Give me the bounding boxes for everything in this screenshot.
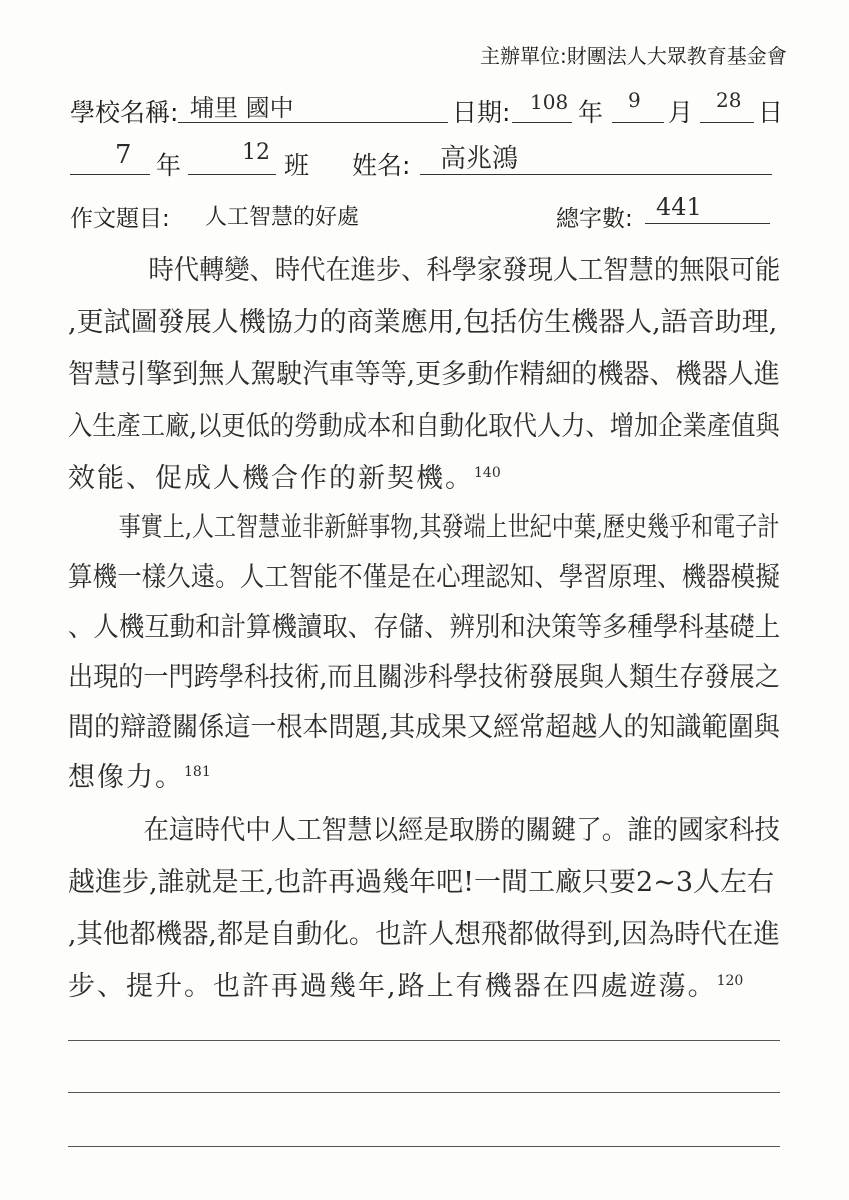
essay-line: ,更試圖發展人機協力的商業應用,包括仿生機器人,語音助理, bbox=[68, 307, 778, 338]
name-underline bbox=[420, 174, 772, 175]
topic-value: 人工智慧的好處 bbox=[205, 205, 360, 230]
essay-line-text: 想像力。 bbox=[68, 762, 184, 793]
essay-line: 入生產工廠,以更低的勞動成本和自動化取代人力、增加企業產值與 bbox=[68, 411, 780, 442]
essay-line: 、人機互動和計算機讀取、存儲、辨別和決策等多種學科基礎上 bbox=[68, 612, 781, 643]
month-label: 月 bbox=[668, 98, 694, 127]
grade-label: 年 bbox=[156, 151, 182, 180]
blank-ruled-line bbox=[68, 1146, 780, 1147]
wordcount-value: 441 bbox=[656, 193, 702, 221]
day-label: 日 bbox=[758, 98, 784, 127]
name-value: 高兆鴻 bbox=[440, 144, 519, 174]
paragraph-count: 181 bbox=[184, 764, 211, 780]
essay-line: 間的辯證關係這一根本問題,其成果又經常超越人的知識範圍與 bbox=[68, 712, 780, 743]
essay-line bbox=[68, 755, 780, 794]
grade-underline bbox=[70, 174, 150, 175]
essay-line: 事實上,人工智慧並非新鮮事物,其發端上世紀中葉,歷史幾乎和電子計 bbox=[118, 512, 780, 543]
date-label: 日期: bbox=[452, 98, 511, 127]
essay-line: 算機一樣久遠。人工智能不僅是在心理認知、學習原理、機器模擬 bbox=[68, 562, 780, 593]
year-underline bbox=[512, 122, 572, 123]
essay-line-text: 步、提升。也許再過幾年,路上有機器在四處遊蕩。 bbox=[68, 971, 717, 1002]
paragraph-count: 140 bbox=[474, 465, 501, 481]
year-value: 108 bbox=[530, 90, 569, 114]
topic-label: 作文題目: bbox=[70, 206, 170, 232]
essay-line-text: 效能、促成人機合作的新契機。 bbox=[68, 463, 474, 494]
essay-line bbox=[68, 964, 780, 1003]
class-label: 班 bbox=[284, 151, 310, 180]
school-value: 埔里 國中 bbox=[190, 94, 294, 122]
day-value: 28 bbox=[716, 88, 742, 112]
essay-line: 時代轉變、時代在進步、科學家發現人工智慧的無限可能 bbox=[148, 255, 781, 286]
day-underline bbox=[700, 122, 754, 123]
school-underline bbox=[178, 122, 448, 123]
essay-line: 在這時代中人工智慧以經是取勝的關鍵了。誰的國家科技 bbox=[143, 815, 780, 846]
blank-ruled-line bbox=[68, 1040, 780, 1041]
blank-ruled-line bbox=[68, 1092, 780, 1093]
essay-line: 出現的一門跨學科技術,而且關涉科學技術發展與人類生存發展之 bbox=[68, 662, 780, 693]
essay-line: ,其他都機器,都是自動化。也許人想飛都做得到,因為時代在進 bbox=[68, 919, 780, 950]
month-value: 9 bbox=[628, 88, 641, 112]
wordcount-label: 總字數: bbox=[556, 206, 633, 232]
class-underline bbox=[188, 174, 276, 175]
essay-line: 越進步,誰就是王,也許再過幾年吧!一間工廠只要2~3人左右 bbox=[68, 867, 774, 898]
paragraph-count: 120 bbox=[716, 973, 744, 989]
grade-value: 7 bbox=[115, 140, 132, 170]
wordcount-underline bbox=[645, 223, 770, 224]
organizer-header: 主辦單位:財團法人大眾教育基金會 bbox=[480, 44, 787, 68]
month-underline bbox=[612, 122, 664, 123]
year-label: 年 bbox=[578, 98, 604, 127]
school-label: 學校名稱: bbox=[70, 98, 179, 127]
class-value: 12 bbox=[242, 140, 270, 165]
name-label: 姓名: bbox=[352, 151, 411, 180]
essay-line: 智慧引擎到無人駕駛汽車等等,更多動作精細的機器、機器人進 bbox=[68, 359, 780, 390]
essay-line bbox=[68, 456, 780, 495]
